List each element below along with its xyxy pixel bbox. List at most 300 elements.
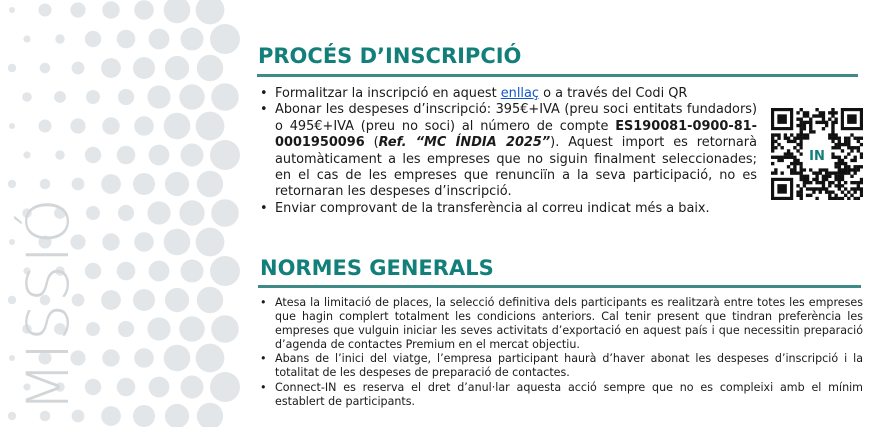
decorative-dot [134,232,154,252]
qr-module [838,197,841,200]
qr-module [847,168,850,171]
qr-module [774,171,777,174]
qr-module [860,178,863,181]
qr-module [860,152,863,155]
qr-module [853,187,856,190]
qr-module [853,137,856,140]
decorative-dot [210,372,240,402]
inscription-step-form: • Formalitzar la inscripció en aquest enllaç o a través del Codi QR [257,86,757,102]
qr-module [781,171,784,174]
qr-module [796,159,799,162]
qr-module [803,181,806,184]
decorative-dot [101,58,121,78]
qr-module [860,187,863,190]
qr-module [809,187,812,190]
qr-module [815,121,818,124]
qr-module [790,171,793,174]
qr-module [822,175,825,178]
qr-module [860,156,863,159]
qr-module [793,168,796,171]
decorative-dot [40,411,51,422]
qr-module [838,175,841,178]
qr-module [806,175,809,178]
decorative-dot [86,90,100,104]
qr-module [806,111,809,114]
qr-module [834,137,837,140]
decorative-dot [164,113,191,140]
inscription-step-payment: • Abonar les despeses d’inscripció: 395€+IVA (preu soci entitats fundadors) o 495€+IVA (preu no soci) al número de compte ES190081-0900-81-0001950096 (Ref. “MC ÍNDIA 2025”). Aquest import es retornarà automàticament a les empreses que no siguin finalment seleccionades; en el cas de les empreses que renunciïn a la seva participació, no es retornaran les despeses d’inscripció. [257,102,757,200]
qr-module [803,111,806,114]
decorative-dot [197,287,223,313]
qr-module [857,187,860,190]
decorative-dot [86,206,100,220]
qr-module [819,121,822,124]
qr-module [834,184,837,187]
decorative-dot [196,228,225,257]
qr-module [822,178,825,181]
decorative-dot [181,376,204,399]
qr-module [800,143,803,146]
qr-module [853,168,856,171]
qr-module [796,162,799,165]
qr-module [781,156,784,159]
qr-module [857,181,860,184]
decorative-dot [101,406,121,426]
decorative-dot [118,321,134,337]
qr-module [787,137,790,140]
decorative-dot [165,404,189,427]
qr-module [834,133,837,136]
decorative-dot [117,262,136,281]
decorative-dot [211,315,239,343]
qr-module [787,156,790,159]
qr-finder-core [777,184,787,194]
qr-module [831,130,834,133]
registration-qr-code[interactable] [771,108,863,200]
qr-module [841,149,844,152]
qr-module [774,168,777,171]
qr-module [857,168,860,171]
decorative-dot [72,178,85,191]
decorative-dot [55,34,64,43]
qr-module [809,181,812,184]
qr-module [800,175,803,178]
qr-module [790,162,793,165]
qr-module [822,181,825,184]
qr-module [841,171,844,174]
qr-module [834,118,837,121]
qr-module [803,114,806,117]
qr-module [857,146,860,149]
qr-module [831,108,834,111]
decorative-dot [197,403,223,427]
qr-module [831,156,834,159]
qr-module [796,171,799,174]
qr-module [771,171,774,174]
qr-module [803,121,806,124]
qr-module [777,137,780,140]
decorative-dot [164,345,191,372]
qr-module [774,156,777,159]
decorative-dot [102,1,119,18]
qr-module [803,133,806,136]
qr-module [847,146,850,149]
qr-module [850,187,853,190]
qr-module [793,171,796,174]
qr-module [812,178,815,181]
qr-module [838,146,841,149]
qr-module [844,143,847,146]
qr-module [838,137,841,140]
qr-module [815,114,818,117]
qr-module [796,118,799,121]
qr-module [819,168,822,171]
qr-module [838,181,841,184]
decorative-dot [165,56,189,80]
qr-module [803,168,806,171]
qr-module [809,118,812,121]
qr-module [790,133,793,136]
qr-module [800,165,803,168]
qr-module [800,197,803,200]
qr-module [822,118,825,121]
qr-module [784,156,787,159]
decorative-dot [133,405,155,427]
qr-module [853,146,856,149]
qr-module [806,137,809,140]
qr-module [812,114,815,117]
decorative-dot [86,322,100,336]
decorative-dot [197,171,223,197]
qr-module [812,130,815,133]
qr-module [825,187,828,190]
decorative-dot [211,83,239,111]
decorative-dot [40,63,51,74]
qr-module [831,137,834,140]
qr-module [841,168,844,171]
qr-module [825,121,828,124]
qr-module [784,133,787,136]
qr-module [790,168,793,171]
qr-module [850,175,853,178]
qr-module [815,187,818,190]
qr-module [838,143,841,146]
qr-module [796,190,799,193]
decorative-dot [9,123,15,129]
qr-module [800,194,803,197]
qr-module [834,165,837,168]
decorative-dot [181,144,204,167]
qr-module [844,156,847,159]
rules-section-title: NORMES GENERALS [260,256,494,280]
qr-module [771,149,774,152]
qr-module [841,162,844,165]
qr-module [844,187,847,190]
qr-module [800,133,803,136]
bank-account-number: ES190081-0900-81-0001950096 [275,118,757,151]
qr-module [784,137,787,140]
qr-module [787,165,790,168]
qr-module [822,114,825,117]
qr-module [831,197,834,200]
qr-module [815,108,818,111]
qr-module [838,178,841,181]
decorative-dot [22,92,32,102]
qr-module [800,140,803,143]
decorative-dot [102,349,119,366]
decorative-dot [164,0,191,23]
decorative-dot [134,0,154,20]
decorative-dot [85,31,101,47]
qr-module [857,197,860,200]
qr-module [838,171,841,174]
qr-module [844,137,847,140]
qr-module [800,124,803,127]
qr-module [831,111,834,114]
qr-module [850,133,853,136]
qr-module [838,162,841,165]
qr-module [831,181,834,184]
qr-module [803,124,806,127]
decorative-dot [197,55,223,81]
qr-module [822,168,825,171]
qr-module [800,187,803,190]
qr-module [857,137,860,140]
qr-module [853,190,856,193]
inscription-form-link[interactable]: enllaç [500,86,540,101]
qr-module [853,159,856,162]
qr-module [857,149,860,152]
qr-module [790,156,793,159]
qr-module [796,184,799,187]
qr-module [834,162,837,165]
qr-module [828,181,831,184]
qr-module [834,146,837,149]
qr-module [828,171,831,174]
decorative-dot [85,147,101,163]
qr-module [831,190,834,193]
qr-module [796,124,799,127]
qr-module [819,181,822,184]
qr-module [822,184,825,187]
qr-module [850,194,853,197]
qr-module [793,156,796,159]
qr-module [847,140,850,143]
qr-module [793,159,796,162]
qr-module [831,114,834,117]
qr-module [844,181,847,184]
qr-module [774,133,777,136]
decorative-dot [85,379,101,395]
decorative-dot [181,260,204,283]
qr-module [815,171,818,174]
qr-module [787,152,790,155]
decorative-dot [210,24,240,54]
qr-module [771,143,774,146]
qr-module [790,140,793,143]
qr-module [838,168,841,171]
qr-module [841,184,844,187]
qr-module [838,156,841,159]
qr-module [857,184,860,187]
qr-module [860,190,863,193]
qr-module [803,127,806,130]
qr-module [831,124,834,127]
qr-module [771,133,774,136]
qr-module [828,111,831,114]
rule-cancellation: • Connect-IN es reserva el dret d’anul·lar aquesta acció sempre que no es compleixi amb el mínim establert de participants. [257,381,863,409]
qr-module [774,140,777,143]
decorative-dot [39,120,52,133]
qr-module [834,197,837,200]
qr-module [841,159,844,162]
decorative-dot [8,412,16,420]
qr-module [796,149,799,152]
decorative-dot [165,172,189,196]
qr-module [800,152,803,155]
decorative-dot [147,201,170,224]
general-rules-list [257,296,863,409]
qr-module [860,194,863,197]
inscription-steps-list [257,86,757,217]
qr-module [777,133,780,136]
qr-module [828,118,831,121]
qr-module [853,181,856,184]
decorative-dot [134,348,154,368]
rule-selection-criteria: • Atesa la limitació de places, la selecció definitiva dels participants es realitzarà entre totes les empreses que hagin complert totalment les condicions anteriors. Cal tenir present que tindran preferència les empreses que vulguin iniciar les seves activitats d’exportació en aquest país i que necessitin preparació d’agenda de contactes Premium en el mercat objectiu. [257,296,863,352]
qr-module [771,156,774,159]
qr-module [831,133,834,136]
qr-module [825,171,828,174]
qr-module [847,197,850,200]
qr-module [793,165,796,168]
qr-module [777,143,780,146]
qr-module [815,197,818,200]
qr-module [796,133,799,136]
decorative-dot [196,112,225,141]
qr-module [796,111,799,114]
decorative-dot [101,290,121,310]
decorative-dot [117,378,136,397]
decorative-dot [196,344,225,373]
inscription-section-title: PROCÉS D’INSCRIPCIÓ [258,44,522,68]
decorative-dot [179,84,204,109]
qr-module [847,152,850,155]
decorative-dot [54,91,66,103]
qr-module [806,181,809,184]
decorative-dot [133,57,155,79]
qr-module [828,184,831,187]
qr-module [812,187,815,190]
qr-module [803,137,806,140]
decorative-dot [181,28,204,51]
decorative-dot [102,117,119,134]
qr-module [847,143,850,146]
decorative-dot [118,205,134,221]
qr-module [831,127,834,130]
qr-module [800,171,803,174]
decorative-dot [149,377,170,398]
qr-module [800,130,803,133]
qr-module [834,171,837,174]
decorative-dot [8,180,16,188]
qr-module [819,190,822,193]
qr-module [819,171,822,174]
qr-finder-core [777,114,787,124]
qr-module [800,127,803,130]
qr-module [825,124,828,127]
qr-module [806,187,809,190]
qr-module [844,194,847,197]
qr-module [828,190,831,193]
decorative-dot [179,316,204,341]
qr-finder-core [847,114,857,124]
decorative-dot [55,150,64,159]
qr-module [800,121,803,124]
qr-module [847,190,850,193]
qr-module [793,140,796,143]
qr-module [831,146,834,149]
qr-module [860,181,863,184]
qr-module [825,168,828,171]
qr-module [860,165,863,168]
qr-module [803,184,806,187]
decorative-dot [196,0,225,24]
qr-module [774,146,777,149]
decorative-dot [211,199,239,227]
qr-module [771,162,774,165]
qr-module [809,168,812,171]
qr-module [806,194,809,197]
qr-module [828,133,831,136]
decorative-dot [179,200,204,225]
qr-module [812,190,815,193]
qr-module [847,165,850,168]
qr-module [777,156,780,159]
qr-module [857,140,860,143]
qr-module [806,121,809,124]
qr-module [853,156,856,159]
qr-module [819,187,822,190]
decorative-dot [117,30,136,49]
qr-module [800,178,803,181]
qr-module [781,146,784,149]
decorative-dot [70,2,85,17]
decorative-dot [149,145,170,166]
qr-module [850,168,853,171]
qr-module [809,194,812,197]
decorative-dot [72,62,85,75]
qr-module [819,111,822,114]
qr-module [800,137,803,140]
qr-module [800,190,803,193]
qr-module [800,168,803,171]
qr-module [800,146,803,149]
decorative-dot [118,89,134,105]
decorative-dot [23,151,30,158]
qr-module [834,175,837,178]
decorative-dot [101,174,121,194]
qr-module [838,159,841,162]
qr-module [834,156,837,159]
qr-module [822,111,825,114]
qr-module [841,175,844,178]
qr-module [809,130,812,133]
qr-module [844,171,847,174]
qr-module [841,197,844,200]
qr-module [844,168,847,171]
qr-module [771,146,774,149]
